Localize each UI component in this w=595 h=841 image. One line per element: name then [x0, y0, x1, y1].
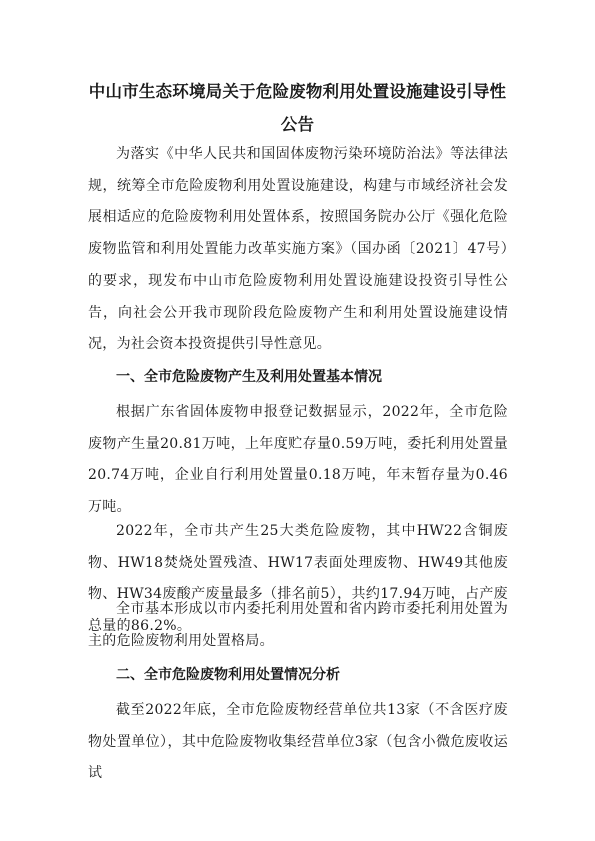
section2-paragraph-1: 截至2022年底，全市危险废物经营单位共13家（不含医疗废物处置单位），其中危险废物收集经营单位3家（包含小微危废收运试	[88, 702, 508, 782]
document-title: 中山市生态环境局关于危险废物利用处置设施建设引导性	[88, 82, 507, 101]
section1-paragraph-2: 2022年，全市共产生25大类危险废物，其中HW22含铜废物、HW18焚烧处置残渣、HW17表面处理废物、HW49其他废物、HW34废酸产废量最多（排名前5），共约17.94万吨，占产废总量的86.2%。	[88, 523, 508, 635]
section1-paragraph-1: 根据广东省固体废物申报登记数据显示，2022年，全市危险废物产生量20.81万吨，上年度贮存量0.59万吨，委托利用处置量20.74万吨，企业自行利用处置量0.18万吨，年末暂存量为0.46万吨。	[88, 404, 508, 516]
section1-paragraph-3: 全市基本形成以市内委托利用处置和省内跨市委托利用处置为主的危险废物利用处置格局。	[88, 601, 508, 649]
section-heading-1: 一、全市危险废物产生及利用处置基本情况	[116, 369, 382, 385]
section-heading-2: 二、全市危险废物利用处置情况分析	[116, 667, 340, 683]
document-title-continued: 公告	[280, 115, 315, 134]
intro-paragraph: 为落实《中华人民共和国固体废物污染环境防治法》等法律法规，统筹全市危险废物利用处置设施建设，构建与市域经济社会发展相适应的危险废物利用处置体系，按照国务院办公厅《强化危险废物监管和利用处置能力改革实施方案》（国办函〔2021〕47号）的要求，现发布中山市危险废物利用处置设施建设投资引导性公告，向社会公开我市现阶段危险废物产生和利用处置设施建设情况，为社会资本投资提供引导性意见。	[88, 146, 508, 353]
